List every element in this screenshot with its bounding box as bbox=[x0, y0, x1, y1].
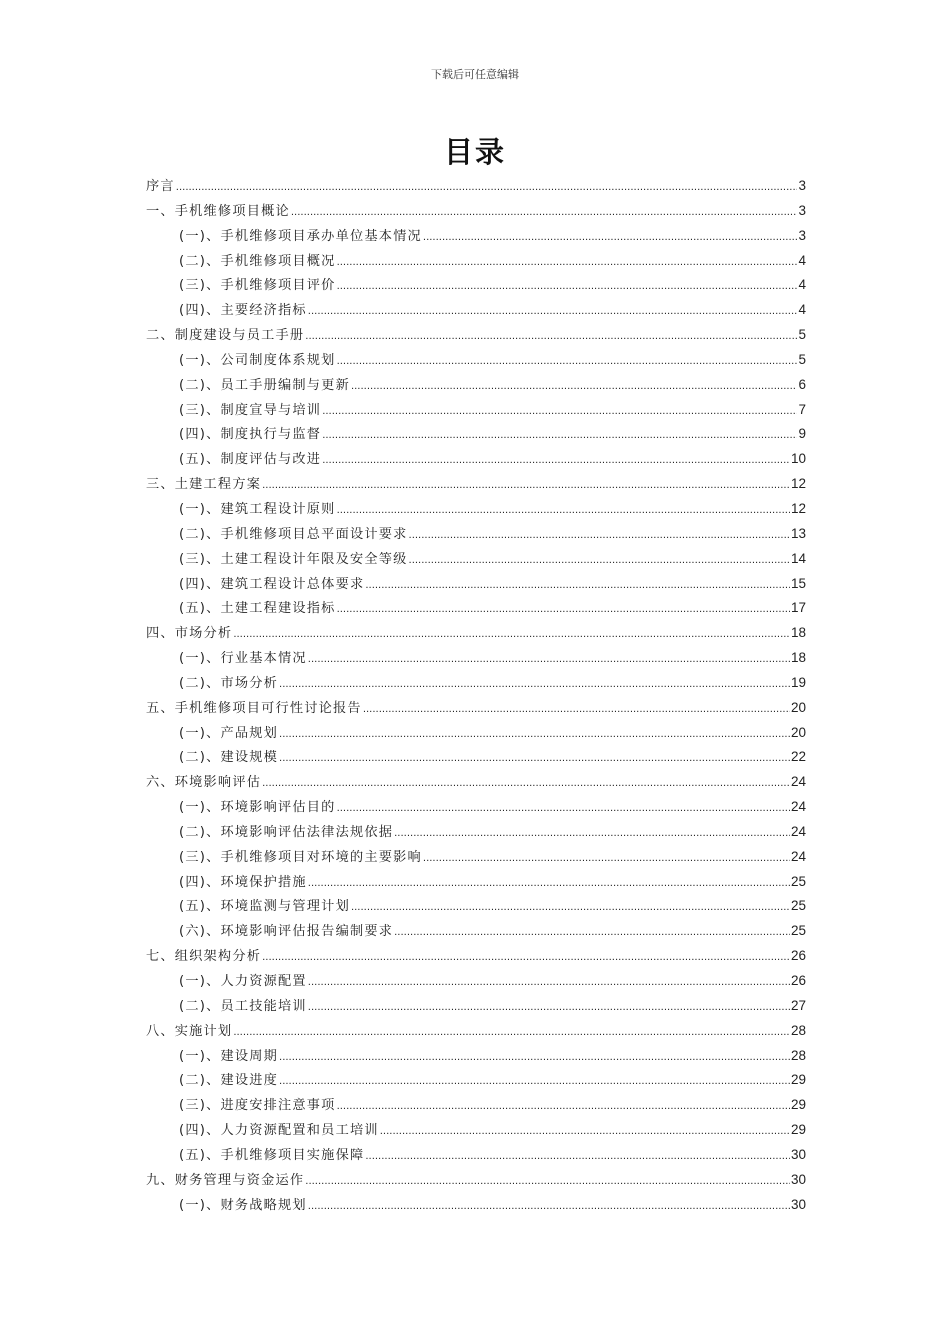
toc-dot-leader bbox=[363, 698, 790, 723]
toc-entry-title: (一)、建筑工程设计原则 bbox=[179, 501, 336, 517]
toc-entry-title: (二)、市场分析 bbox=[179, 675, 279, 691]
toc-entry-title: 三、土建工程方案 bbox=[146, 477, 262, 493]
toc-entry[interactable] bbox=[146, 472, 806, 497]
toc-dot-leader bbox=[233, 623, 790, 648]
toc-page-number: 24 bbox=[790, 848, 806, 864]
toc-entry[interactable] bbox=[146, 671, 806, 696]
header-note: 下载后可任意编辑 bbox=[431, 68, 519, 81]
toc-entry-title: (二)、手机维修项目总平面设计要求 bbox=[179, 526, 408, 542]
toc-entry[interactable] bbox=[146, 1143, 806, 1168]
toc-entry-title: (四)、环境保护措施 bbox=[179, 874, 307, 890]
toc-dot-leader bbox=[308, 648, 790, 673]
toc-page-number: 29 bbox=[790, 1072, 806, 1088]
toc-page-number: 3 bbox=[798, 202, 806, 218]
toc-entry[interactable] bbox=[146, 398, 806, 423]
toc-entry[interactable] bbox=[146, 447, 806, 472]
toc-entry-title: (三)、土建工程设计年限及安全等级 bbox=[179, 551, 408, 567]
toc-entry-title: (一)、手机维修项目承办单位基本情况 bbox=[179, 228, 422, 244]
toc-entry[interactable] bbox=[146, 870, 806, 895]
toc-dot-leader bbox=[308, 872, 790, 897]
toc-entry-title: (三)、手机维修项目评价 bbox=[179, 278, 336, 294]
toc-entry[interactable] bbox=[146, 795, 806, 820]
toc-dot-leader bbox=[409, 524, 790, 549]
toc-page-number: 29 bbox=[790, 1097, 806, 1113]
toc-page-number: 27 bbox=[790, 997, 806, 1013]
toc-entry-title: (一)、产品规划 bbox=[179, 725, 279, 741]
toc-page-number: 12 bbox=[790, 500, 806, 516]
toc-page-number: 24 bbox=[790, 799, 806, 815]
toc-entry[interactable] bbox=[146, 845, 806, 870]
toc-entry[interactable] bbox=[146, 249, 806, 274]
toc-entry[interactable] bbox=[146, 770, 806, 795]
toc-dot-leader bbox=[423, 847, 790, 872]
toc-dot-leader bbox=[337, 797, 790, 822]
toc-page-number: 17 bbox=[790, 600, 806, 616]
toc-entry-title: (一)、行业基本情况 bbox=[179, 651, 307, 667]
toc-page-number: 10 bbox=[790, 451, 806, 467]
toc-entry[interactable] bbox=[146, 1044, 806, 1069]
toc-page-number: 26 bbox=[790, 973, 806, 988]
toc-dot-leader bbox=[322, 424, 797, 449]
toc-entry[interactable] bbox=[146, 224, 806, 249]
toc-entry-title: (二)、环境影响评估法律法规依据 bbox=[179, 824, 394, 840]
toc-entry-title: (五)、土建工程建设指标 bbox=[179, 601, 336, 617]
toc-entry[interactable] bbox=[146, 646, 806, 671]
toc-page-number: 5 bbox=[798, 351, 806, 367]
toc-page-number: 28 bbox=[790, 1022, 806, 1038]
toc-entry[interactable] bbox=[146, 199, 806, 224]
toc-entry-title: (一)、人力资源配置 bbox=[179, 974, 307, 989]
toc-page-number: 18 bbox=[790, 650, 806, 666]
toc-dot-leader bbox=[279, 723, 790, 748]
toc-dot-leader bbox=[279, 1046, 790, 1071]
table-of-contents bbox=[146, 174, 806, 1217]
toc-entry[interactable] bbox=[146, 745, 806, 770]
toc-dot-leader bbox=[351, 896, 790, 921]
toc-dot-leader bbox=[337, 1095, 790, 1120]
toc-dot-leader bbox=[176, 176, 798, 201]
toc-entry[interactable] bbox=[146, 572, 806, 597]
toc-page-number: 25 bbox=[790, 923, 806, 939]
toc-entry-title: (一)、公司制度体系规划 bbox=[179, 352, 336, 368]
toc-page-number: 4 bbox=[798, 277, 806, 293]
toc-entry-title: 八、实施计划 bbox=[146, 1023, 233, 1039]
toc-entry-title: (一)、建设周期 bbox=[179, 1048, 279, 1064]
toc-page-number: 25 bbox=[790, 898, 806, 914]
toc-entry-title: 五、手机维修项目可行性讨论报告 bbox=[146, 700, 362, 716]
toc-page-number: 22 bbox=[790, 749, 806, 765]
toc-entry-title: (三)、手机维修项目对环境的主要影响 bbox=[179, 849, 422, 865]
toc-page-number: 28 bbox=[790, 1047, 806, 1063]
toc-page-number: 3 bbox=[798, 178, 806, 193]
toc-dot-leader bbox=[337, 350, 798, 375]
toc-page-number: 30 bbox=[790, 1196, 806, 1212]
toc-dot-leader bbox=[322, 449, 790, 474]
toc-entry[interactable] bbox=[146, 174, 806, 199]
toc-page-number: 15 bbox=[790, 575, 806, 591]
toc-entry[interactable] bbox=[146, 994, 806, 1019]
toc-entry-title: 九、财务管理与资金运作 bbox=[146, 1172, 305, 1188]
toc-dot-leader bbox=[337, 598, 790, 623]
toc-entry-title: (三)、进度安排注意事项 bbox=[179, 1098, 336, 1114]
toc-entry-title: 二、制度建设与员工手册 bbox=[146, 328, 305, 344]
toc-dot-leader bbox=[337, 499, 790, 524]
toc-dot-leader bbox=[233, 1021, 790, 1046]
toc-page-number: 12 bbox=[790, 476, 806, 492]
toc-entry-title: (三)、制度宣导与培训 bbox=[179, 402, 322, 418]
toc-dot-leader bbox=[262, 474, 790, 499]
toc-page-number: 4 bbox=[798, 302, 806, 318]
toc-entry[interactable] bbox=[146, 522, 806, 547]
toc-dot-leader bbox=[262, 946, 790, 971]
toc-entry[interactable] bbox=[146, 969, 806, 994]
toc-entry-title: (五)、手机维修项目实施保障 bbox=[179, 1147, 365, 1163]
toc-dot-leader bbox=[308, 300, 798, 325]
page-title: 目录 bbox=[443, 135, 506, 169]
toc-entry-title: (四)、主要经济指标 bbox=[179, 303, 307, 319]
toc-page-number: 30 bbox=[790, 1146, 806, 1162]
toc-entry-title: 七、组织架构分析 bbox=[146, 949, 262, 965]
toc-entry[interactable] bbox=[146, 1068, 806, 1093]
toc-dot-leader bbox=[308, 1195, 790, 1220]
toc-dot-leader bbox=[380, 1120, 790, 1145]
toc-entry[interactable] bbox=[146, 1019, 806, 1044]
toc-dot-leader bbox=[423, 226, 798, 251]
toc-entry[interactable] bbox=[146, 1118, 806, 1143]
toc-page-number: 20 bbox=[790, 724, 806, 740]
toc-entry[interactable] bbox=[146, 820, 806, 845]
toc-entry-title: (六)、环境影响评估报告编制要求 bbox=[179, 924, 394, 940]
toc-dot-leader bbox=[305, 1170, 790, 1195]
toc-entry[interactable] bbox=[146, 1193, 806, 1218]
toc-dot-leader bbox=[409, 549, 790, 574]
toc-page-number: 13 bbox=[790, 525, 806, 541]
toc-dot-leader bbox=[308, 971, 790, 996]
toc-entry-title: (一)、环境影响评估目的 bbox=[179, 800, 336, 816]
toc-page-number: 5 bbox=[798, 327, 806, 343]
toc-dot-leader bbox=[279, 1070, 790, 1095]
toc-dot-leader bbox=[337, 275, 798, 300]
toc-page-number: 29 bbox=[790, 1122, 806, 1138]
toc-entry-title: (五)、环境监测与管理计划 bbox=[179, 899, 350, 915]
toc-entry-title: (二)、建设规模 bbox=[179, 750, 279, 766]
toc-page-number: 24 bbox=[790, 823, 806, 839]
toc-entry[interactable] bbox=[146, 497, 806, 522]
toc-entry[interactable] bbox=[146, 894, 806, 919]
toc-dot-leader bbox=[365, 574, 790, 599]
toc-entry-title: (四)、制度执行与监督 bbox=[179, 427, 322, 443]
toc-dot-leader bbox=[291, 201, 798, 226]
toc-dot-leader bbox=[262, 772, 790, 797]
toc-page-number: 24 bbox=[790, 774, 806, 790]
toc-entry[interactable] bbox=[146, 323, 806, 348]
toc-page-number: 14 bbox=[790, 550, 806, 566]
toc-page-number: 20 bbox=[790, 699, 806, 715]
toc-entry-title: (二)、建设进度 bbox=[179, 1073, 279, 1089]
toc-page-number: 25 bbox=[790, 873, 806, 889]
toc-dot-leader bbox=[279, 747, 790, 772]
toc-dot-leader bbox=[365, 1145, 790, 1170]
toc-entry-title: (二)、手机维修项目概况 bbox=[179, 253, 336, 269]
toc-entry-title: (四)、人力资源配置和员工培训 bbox=[179, 1123, 379, 1139]
toc-entry-title: 四、市场分析 bbox=[146, 626, 233, 642]
toc-entry-title: 一、手机维修项目概论 bbox=[146, 203, 290, 219]
toc-entry-title: (一)、财务战略规划 bbox=[179, 1197, 307, 1213]
toc-dot-leader bbox=[337, 251, 798, 276]
toc-entry[interactable] bbox=[146, 919, 806, 944]
toc-dot-leader bbox=[351, 375, 798, 400]
toc-entry[interactable] bbox=[146, 1093, 806, 1118]
toc-page-number: 18 bbox=[790, 625, 806, 641]
toc-entry[interactable] bbox=[146, 596, 806, 621]
toc-entry[interactable] bbox=[146, 1168, 806, 1193]
toc-entry[interactable] bbox=[146, 621, 806, 646]
toc-entry-title: (五)、制度评估与改进 bbox=[179, 452, 322, 468]
toc-entry[interactable] bbox=[146, 273, 806, 298]
toc-entry[interactable] bbox=[146, 721, 806, 746]
toc-page-number: 26 bbox=[790, 948, 806, 964]
toc-dot-leader bbox=[394, 822, 790, 847]
toc-page-number: 3 bbox=[798, 227, 806, 243]
toc-page-number: 7 bbox=[798, 401, 806, 417]
toc-dot-leader bbox=[322, 400, 797, 425]
toc-entry[interactable] bbox=[146, 422, 806, 447]
toc-page-number: 19 bbox=[790, 674, 806, 690]
toc-page-number: 9 bbox=[798, 426, 806, 442]
toc-entry-title: (四)、建筑工程设计总体要求 bbox=[179, 576, 365, 592]
toc-page-number: 6 bbox=[798, 376, 806, 392]
toc-entry-title: 序言 bbox=[146, 179, 175, 194]
toc-entry-title: (二)、员工手册编制与更新 bbox=[179, 377, 350, 393]
toc-dot-leader bbox=[305, 325, 797, 350]
toc-entry[interactable] bbox=[146, 373, 806, 398]
toc-entry-title: 六、环境影响评估 bbox=[146, 775, 262, 791]
toc-entry[interactable] bbox=[146, 547, 806, 572]
toc-entry[interactable] bbox=[146, 944, 806, 969]
toc-dot-leader bbox=[394, 921, 790, 946]
toc-entry[interactable] bbox=[146, 348, 806, 373]
toc-page-number: 30 bbox=[790, 1171, 806, 1187]
toc-dot-leader bbox=[308, 996, 790, 1021]
toc-dot-leader bbox=[279, 673, 790, 698]
toc-page-number: 4 bbox=[798, 252, 806, 268]
toc-entry-title: (二)、员工技能培训 bbox=[179, 998, 307, 1014]
toc-entry[interactable] bbox=[146, 696, 806, 721]
toc-entry[interactable] bbox=[146, 298, 806, 323]
